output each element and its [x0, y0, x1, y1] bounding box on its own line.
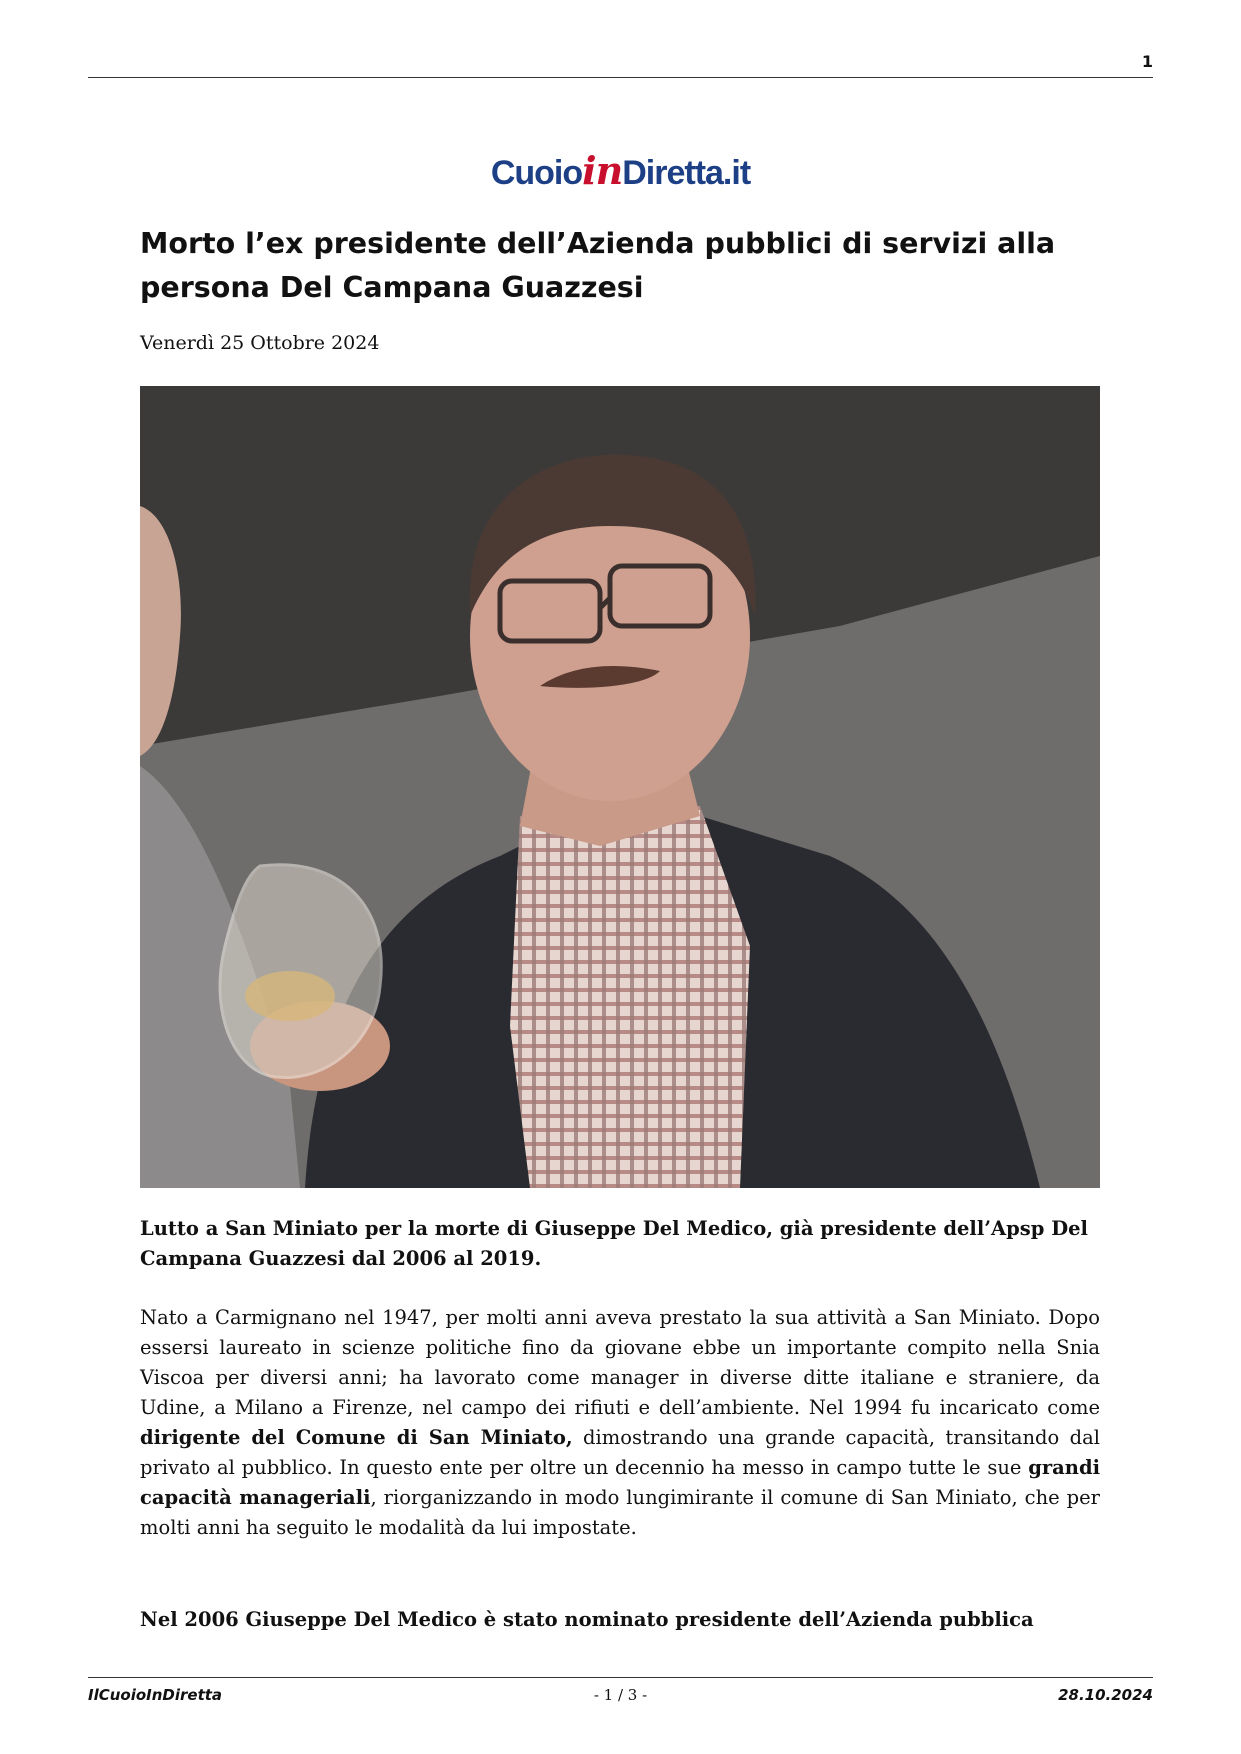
page-number: 1	[1141, 52, 1153, 71]
page-footer	[88, 1686, 1153, 1710]
body-text-2: dimostrando una grande capacità, transitando dal privato al pubblico. In questo ente per oltre un decennio ha messo in campo tutte le sue	[140, 1426, 1100, 1479]
article-date: Venerdì 25 Ottobre 2024	[140, 332, 380, 354]
article-title: Morto l’ex presidente dell’Azienda pubblici di servizi alla persona Del Campana Guazzesi	[140, 227, 1056, 304]
body-bold-1: dirigente del Comune di San Miniato,	[140, 1426, 573, 1449]
logo-part-in: in	[582, 148, 623, 193]
header-rule	[88, 77, 1153, 78]
body-text-1: Nato a Carmignano nel 1947, per molti anni aveva prestato la sua attività a San Miniato. Dopo essersi laureato in scienze politiche fino da giovane ebbe un importante compito nella Snia Viscoa per diversi anni; ha lavorato come manager in diverse ditte italiane e straniere, da Udine, a Milano a Firenze, nel campo dei rifiuti e dell’ambiente. Nel 1994 fu incaricato come	[140, 1306, 1100, 1419]
article-lead: Lutto a San Miniato per la morte di Giuseppe Del Medico, già presidente dell’Apsp Del Campana Guazzesi dal 2006 al 2019.	[140, 1217, 1088, 1270]
article-subheading: Nel 2006 Giuseppe Del Medico è stato nominato presidente dell’Azienda pubblica	[140, 1608, 1034, 1631]
footer-rule	[88, 1677, 1153, 1678]
logo-part-diretta: Diretta.it	[622, 154, 751, 192]
article-photo	[140, 386, 1100, 1188]
body-bold-2: grandi capacità manageriali	[140, 1456, 1100, 1509]
body-text-3: , riorganizzando in modo lungimirante il comune di San Miniato, che per molti anni ha seguito le modalità da lui impostate.	[140, 1486, 1100, 1539]
footer-pagination: - 1 / 3 -	[593, 1686, 648, 1704]
footer-site-name: IlCuoioInDiretta	[88, 1686, 223, 1704]
footer-date: 28.10.2024	[1058, 1686, 1153, 1704]
article-body	[140, 1303, 1100, 1543]
site-logo	[0, 148, 1241, 193]
logo-part-cuoio: Cuoio	[490, 154, 583, 192]
portrait-photo-icon	[140, 386, 1100, 1188]
